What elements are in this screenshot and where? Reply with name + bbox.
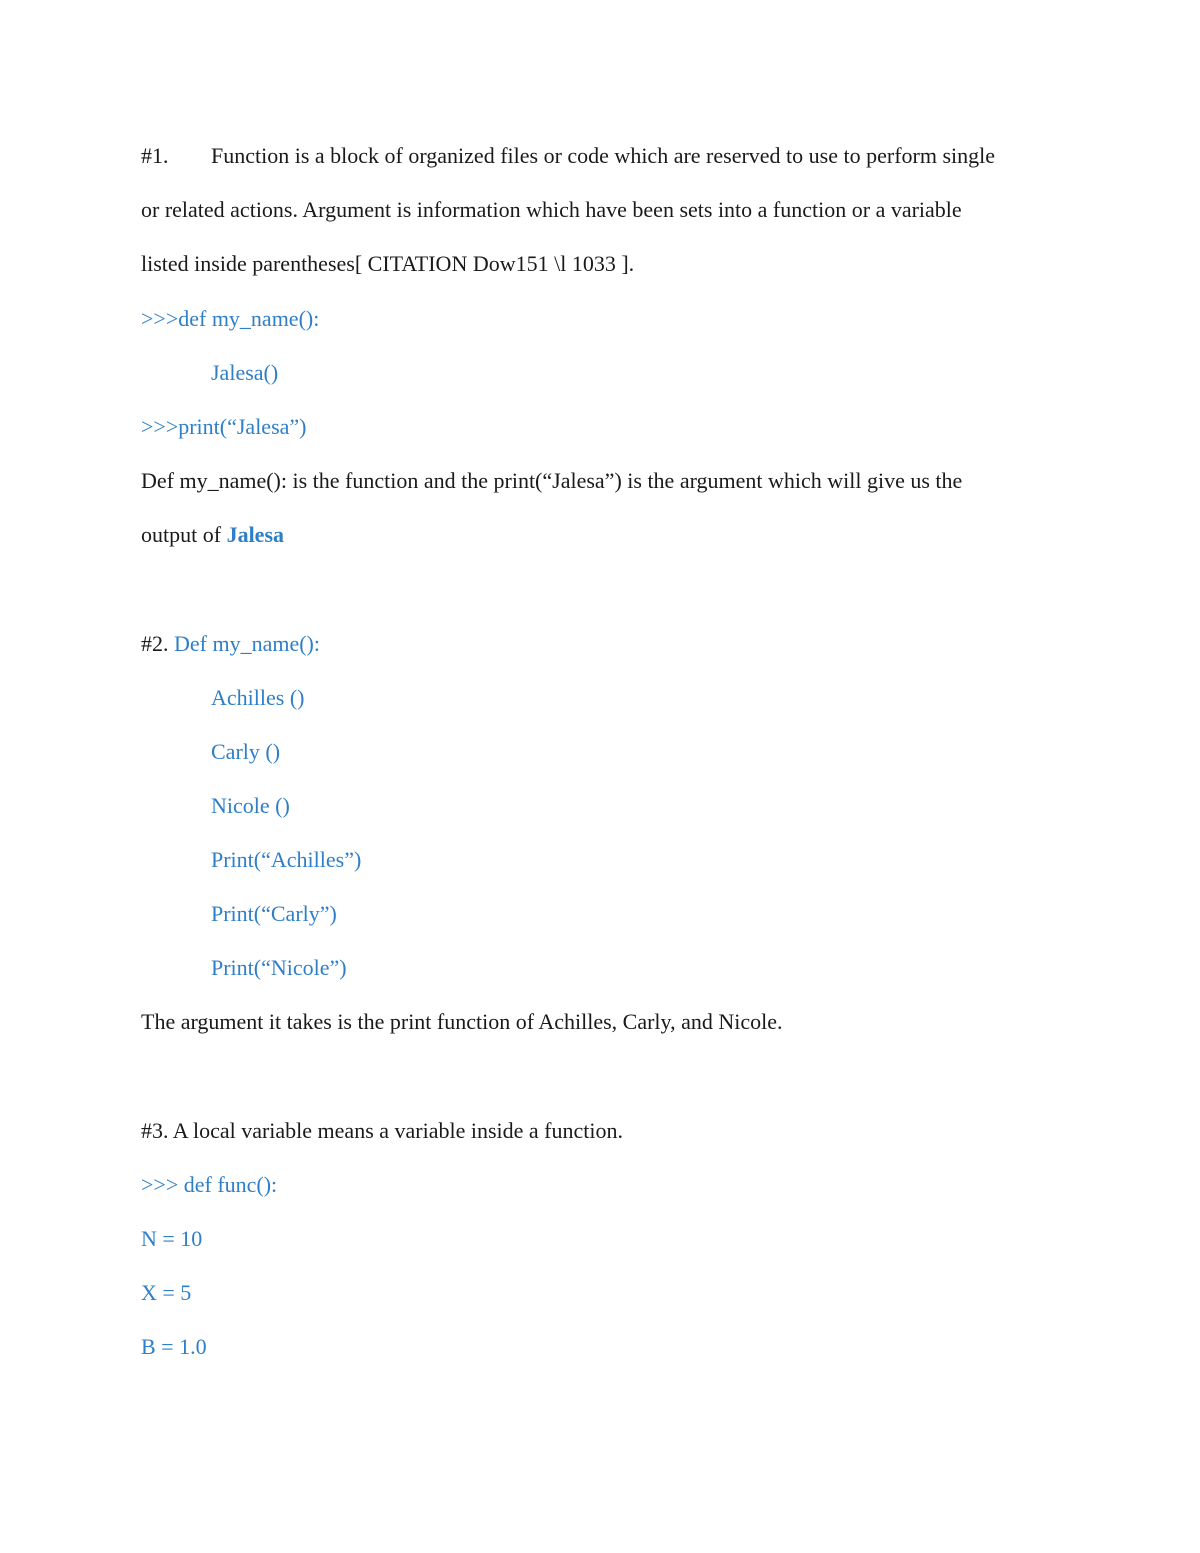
q1-explanation-line-2 [141, 522, 284, 548]
q1-paragraph-line-2: or related actions. Argument is information which have been sets into a function or a variable [141, 197, 962, 222]
q1-output-value: Jalesa [226, 522, 285, 547]
q1-paragraph-line-1 [141, 143, 995, 169]
q1-number: #1. [141, 143, 169, 168]
q2-code-line-3: Nicole () [211, 793, 290, 818]
q2-heading [141, 631, 320, 657]
q2-number: #2. [141, 631, 174, 656]
q3-code-line-4: B = 1.0 [141, 1334, 207, 1359]
q1-para-line-1-text: Function is a block of organized files or code which are reserved to use to perform single [211, 143, 996, 168]
q2-def-line: Def my_name(): [174, 631, 320, 656]
q3-code-line-1: >>> def func(): [141, 1172, 278, 1197]
q3-intro: #3. A local variable means a variable inside a function. [141, 1118, 624, 1143]
q1-code-line-1: >>>def my_name(): [141, 306, 320, 331]
q3-code-line-3: X = 5 [141, 1280, 192, 1305]
q1-code-line-2: Jalesa() [211, 360, 279, 385]
q3-code-line-2: N = 10 [141, 1226, 203, 1251]
q2-code-line-4: Print(“Achilles”) [211, 847, 362, 872]
q1-explanation-prefix: output of [141, 522, 227, 547]
q1-explanation-line-1: Def my_name(): is the function and the print(“Jalesa”) is the argument which will give us the [141, 468, 963, 493]
q2-code-line-6: Print(“Nicole”) [211, 955, 347, 980]
q2-code-line-1: Achilles () [211, 685, 305, 710]
q2-code-line-2: Carly () [211, 739, 281, 764]
q1-paragraph-line-3: listed inside parentheses[ CITATION Dow151 \l 1033 ]. [141, 251, 635, 276]
q1-code-line-3: >>>print(“Jalesa”) [141, 414, 307, 439]
q2-explanation: The argument it takes is the print function of Achilles, Carly, and Nicole. [141, 1009, 783, 1034]
q2-code-line-5: Print(“Carly”) [211, 901, 337, 926]
